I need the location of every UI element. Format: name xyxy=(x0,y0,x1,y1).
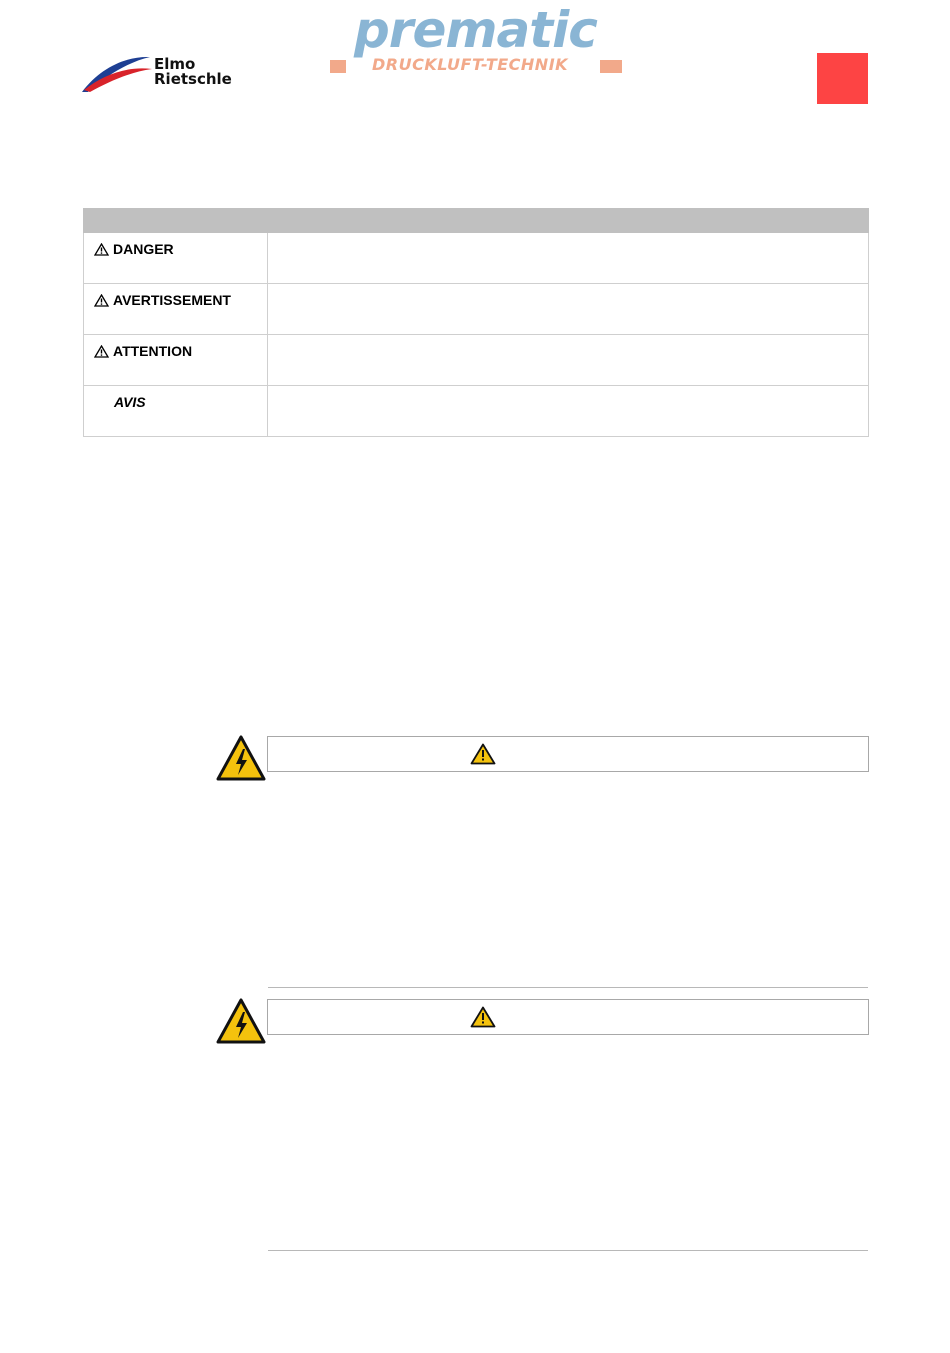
elmo-wordmark: Elmo Rietschle xyxy=(154,55,232,88)
warning-header-box xyxy=(267,736,869,772)
table-header-row xyxy=(84,209,869,233)
signal-description-cell xyxy=(268,284,869,335)
signal-word-attention: ATTENTION xyxy=(113,343,193,359)
section-divider xyxy=(268,987,868,988)
elmo-swoosh-icon xyxy=(80,52,154,96)
warning-triangle-icon xyxy=(94,243,109,256)
table-header-cell xyxy=(84,209,268,233)
elmo-rietschle-logo xyxy=(80,52,250,96)
signal-description-cell xyxy=(268,386,869,437)
signal-description-cell xyxy=(268,233,869,284)
table-row xyxy=(84,233,869,284)
warning-triangle-icon xyxy=(470,743,496,765)
table-row xyxy=(84,335,869,386)
table-row xyxy=(84,284,869,335)
section-divider xyxy=(268,1250,868,1251)
prematic-tagline: DRUCKLUFT-TECHNIK xyxy=(372,55,569,74)
warning-triangle-icon xyxy=(94,345,109,358)
signal-word-danger: DANGER xyxy=(113,241,174,257)
prematic-logo xyxy=(328,1,626,80)
warning-triangle-icon xyxy=(94,294,109,307)
chapter-marker xyxy=(817,53,868,104)
table-row xyxy=(84,386,869,437)
signal-word-avertissement: AVERTISSEMENT xyxy=(113,292,231,308)
signal-description-cell xyxy=(268,335,869,386)
signal-word-cell xyxy=(84,386,268,437)
signal-word-cell xyxy=(84,335,268,386)
warning-header-box xyxy=(267,999,869,1035)
logo-bar-left xyxy=(330,60,346,73)
logo-bar-right xyxy=(600,60,622,73)
prematic-brand: prematic xyxy=(354,1,597,59)
electric-hazard-icon xyxy=(216,998,266,1044)
signal-word-avis: AVIS xyxy=(114,394,146,410)
warning-triangle-icon xyxy=(470,1006,496,1028)
electric-hazard-icon xyxy=(216,735,266,781)
signal-word-cell xyxy=(84,233,268,284)
table-header-cell xyxy=(268,209,869,233)
signal-words-table xyxy=(83,208,869,437)
signal-word-cell xyxy=(84,284,268,335)
